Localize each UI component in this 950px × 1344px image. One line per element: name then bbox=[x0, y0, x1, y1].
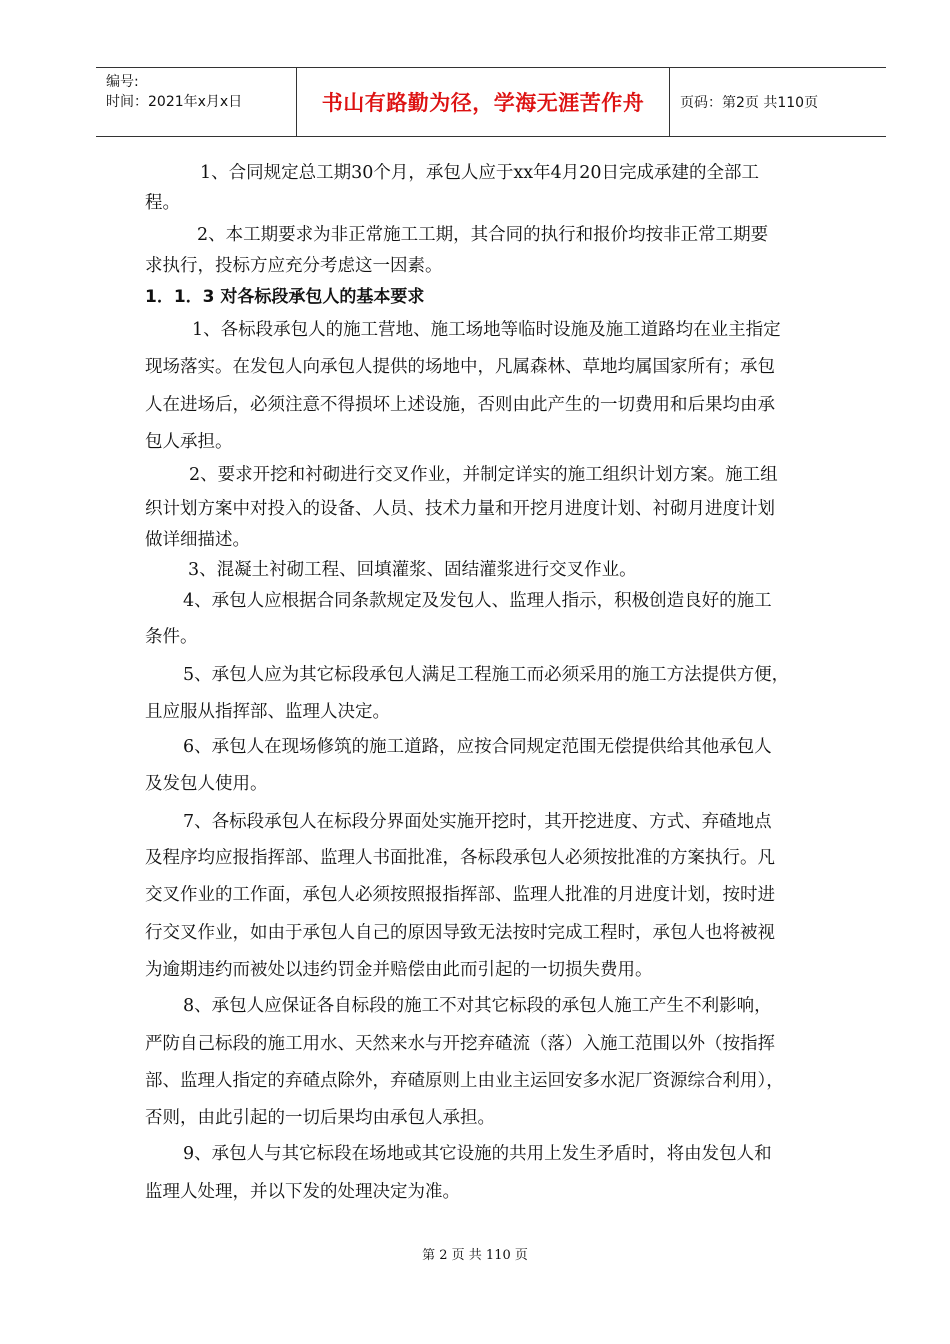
header-motto-cell bbox=[297, 68, 670, 136]
body-line: 部、监理人指定的弃碴点除外，弃碴原则上由业主运回安多水泥厂资源综合利用）， bbox=[145, 1071, 784, 1091]
body-line: 现场落实。在发包人向承包人提供的场地中，凡属森林、草地均属国家所有；承包 bbox=[145, 357, 775, 377]
body-line: 条件。 bbox=[145, 627, 198, 647]
section-heading: 1．1．3 对各标段承包人的基本要求 bbox=[145, 287, 425, 307]
body-line: 8、承包人应保证各自标段的施工不对其它标段的承包人施工产生不利影响， bbox=[183, 996, 772, 1016]
body-line: 为逾期违约而被处以违约罚金并赔偿由此而引起的一切损失费用。 bbox=[145, 960, 653, 980]
body-line: 5、承包人应为其它标段承包人满足工程施工而必须采用的施工方法提供方便， bbox=[183, 665, 790, 685]
body-line: 2、要求开挖和衬砌进行交叉作业，并制定详实的施工组织计划方案。施工组 bbox=[189, 465, 778, 485]
body-line: 织计划方案中对投入的设备、人员、技术力量和开挖月进度计划、衬砌月进度计划 bbox=[145, 499, 775, 519]
body-line: 包人承担。 bbox=[145, 432, 233, 452]
body-line: 交叉作业的工作面，承包人必须按照报指挥部、监理人批准的月进度计划，按时进 bbox=[145, 885, 775, 905]
body-line: 且应服从指挥部、监理人决定。 bbox=[145, 702, 390, 722]
body-line: 及发包人使用。 bbox=[145, 774, 268, 794]
body-line: 1、各标段承包人的施工营地、施工场地等临时设施及施工道路均在业主指定 bbox=[192, 320, 781, 340]
body-line: 4、承包人应根据合同条款规定及发包人、监理人指示，积极创造良好的施工 bbox=[183, 591, 772, 611]
header-page-cell bbox=[670, 68, 886, 136]
body-line: 及程序均应报指挥部、监理人书面批准，各标段承包人必须按批准的方案执行。凡 bbox=[145, 848, 775, 868]
body-line: 2、本工期要求为非正常施工工期，其合同的执行和报价均按非正常工期要 bbox=[197, 225, 769, 245]
document-time-label: 时间：2021年x月x日 bbox=[106, 94, 243, 110]
body-line: 人在进场后，必须注意不得损坏上述设施，否则由此产生的一切费用和后果均由承 bbox=[145, 395, 775, 415]
header-left-cell bbox=[96, 68, 297, 136]
body-line: 7、各标段承包人在标段分界面处实施开挖时，其开挖进度、方式、弃碴地点 bbox=[183, 812, 772, 832]
body-line: 行交叉作业，如由于承包人自己的原因导致无法按时完成工程时，承包人也将被视 bbox=[145, 923, 775, 943]
body-line: 监理人处理，并以下发的处理决定为准。 bbox=[145, 1182, 460, 1202]
motto-text: 书山有路勤为径，学海无涯苦作舟 bbox=[321, 91, 645, 115]
body-line: 否则，由此引起的一切后果均由承包人承担。 bbox=[145, 1108, 495, 1128]
body-line: 3、混凝土衬砌工程、回填灌浆、固结灌浆进行交叉作业。 bbox=[188, 560, 637, 580]
page-footer: 第 2 页 共 110 页 bbox=[422, 1248, 528, 1263]
page-number-info: 页码：第2页 共110页 bbox=[680, 95, 819, 111]
document-code-label: 编号: bbox=[106, 74, 139, 90]
body-line: 程。 bbox=[145, 193, 180, 213]
body-line: 1、合同规定总工期30个月，承包人应于xx年4月20日完成承建的全部工 bbox=[200, 163, 760, 183]
body-line: 求执行，投标方应充分考虑这一因素。 bbox=[145, 256, 443, 276]
body-line: 做详细描述。 bbox=[145, 530, 250, 550]
body-line: 9、承包人与其它标段在场地或其它设施的共用上发生矛盾时，将由发包人和 bbox=[183, 1144, 772, 1164]
page-header bbox=[96, 67, 886, 137]
body-line: 6、承包人在现场修筑的施工道路，应按合同规定范围无偿提供给其他承包人 bbox=[183, 737, 772, 757]
body-line: 严防自己标段的施工用水、天然来水与开挖弃碴流（落）入施工范围以外（按指挥 bbox=[145, 1034, 775, 1054]
